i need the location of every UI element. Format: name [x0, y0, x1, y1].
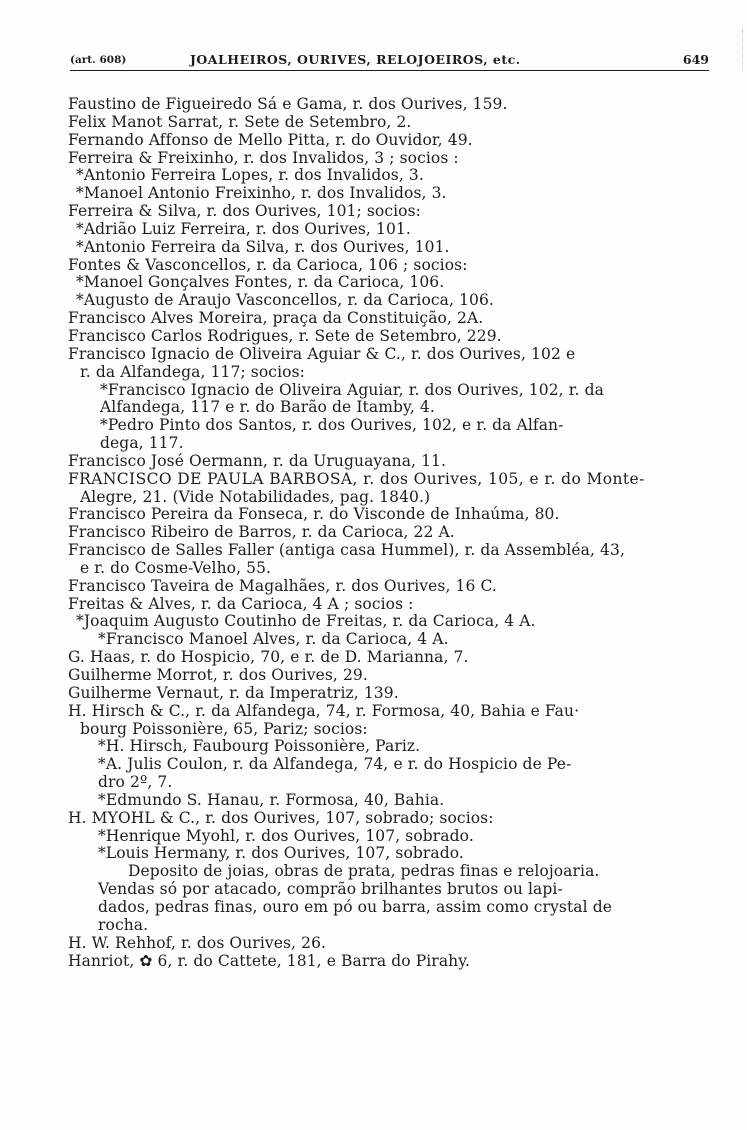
directory-entry: Francisco José Oermann, r. da Uruguayana, 11.	[68, 451, 447, 470]
directory-entry-line: bourg Poissonière, 65, Pariz; socios:	[80, 719, 368, 738]
directory-sub-entry: e r. do Cosme-Velho, 55.	[80, 558, 272, 577]
directory-entry: Fernando Affonso de Mello Pitta, r. do Ouvidor, 49.	[68, 130, 473, 149]
directory-entry-line: H. Hirsch & C., r. da Alfandega, 74, r. Formosa, 40, Bahia e Fau·	[68, 701, 580, 720]
directory-entry: G. Haas, r. do Hospicio, 70, e r. de D. Marianna, 7.	[68, 648, 469, 667]
section-title: JOALHEIROS, OURIVES, RELOJOEIROS, etc.	[190, 52, 521, 67]
directory-sub-entry: *Francisco Manoel Alves, r. da Carioca, 4 A.	[98, 630, 449, 649]
directory-entry: FRANCISCO DE PAULA BARBOSA, r. dos Ourives, 105, e r. do Monte-	[68, 469, 645, 488]
directory-entry: Ferreira & Freixinho, r. dos Invalidos, 3 ; socios :	[68, 148, 459, 167]
directory-entry: Fontes & Vasconcellos, r. da Carioca, 106 ; socios:	[68, 255, 468, 274]
directory-entry: H. MYOHL & C., r. dos Ourives, 107, sobrado; socios:	[68, 808, 494, 827]
directory-sub-entry: dro 2º, 7.	[98, 773, 173, 792]
directory-entry: Francisco Carlos Rodrigues, r. Sete de Setembro, 229.	[68, 326, 502, 345]
header-rule	[70, 70, 709, 71]
directory-sub-entry: *Henrique Myohl, r. dos Ourives, 107, sobrado.	[98, 826, 474, 845]
directory-sub-entry: *Antonio Ferreira da Silva, r. dos Ourives, 101.	[76, 237, 450, 256]
directory-entry: Guilherme Vernaut, r. da Imperatriz, 139.	[68, 683, 399, 702]
directory-sub-entry: *Edmundo S. Hanau, r. Formosa, 40, Bahia.	[98, 790, 445, 809]
directory-entry: Ferreira & Silva, r. dos Ourives, 101; socios:	[68, 202, 421, 221]
directory-sub-entry: *Joaquim Augusto Coutinho de Freitas, r. da Carioca, 4 A.	[76, 612, 536, 631]
directory-sub-entry: *Louis Hermany, r. dos Ourives, 107, sobrado.	[98, 844, 464, 863]
directory-sub-entry: Vendas só por atacado, comprão brilhantes brutos ou lapi-	[98, 880, 563, 899]
directory-entry: Francisco Ribeiro de Barros, r. da Carioca, 22 A.	[68, 523, 455, 542]
directory-listing	[68, 96, 709, 970]
directory-sub-entry: dados, pedras finas, ouro em pó ou barra, assim como crystal de	[98, 897, 613, 916]
directory-entry: Faustino de Figueiredo Sá e Gama, r. dos Ourives, 159.	[68, 95, 508, 113]
article-reference: (art. 608)	[70, 54, 127, 66]
directory-entry: Francisco Taveira de Magalhães, r. dos Ourives, 16 C.	[68, 576, 497, 595]
directory-entry: Felix Manot Sarrat, r. Sete de Setembro, 2.	[68, 112, 412, 131]
directory-entry: H. W. Rehhof, r. dos Ourives, 26.	[68, 933, 327, 952]
directory-entry: Francisco Pereira da Fonseca, r. do Visconde de Inhaúma, 80.	[68, 505, 560, 524]
directory-sub-entry: Alegre, 21. (Vide Notabilidades, pag. 1840.)	[80, 487, 431, 506]
directory-entry: Hanriot, ✿ 6, r. do Cattete, 181, e Barra do Pirahy.	[68, 951, 471, 970]
directory-entry: Guilherme Morrot, r. dos Ourives, 29.	[68, 666, 368, 684]
directory-entry: Francisco Alves Moreira, praça da Constituição, 2A.	[68, 309, 484, 328]
directory-sub-entry: *Pedro Pinto dos Santos, r. dos Ourives, 102, e r. da Alfan-	[100, 416, 564, 435]
directory-entry: Freitas & Alves, r. da Carioca, 4 A ; socios :	[68, 594, 414, 613]
directory-sub-entry: *A. Julis Coulon, r. da Alfandega, 74, e r. do Hospicio de Pe-	[98, 755, 572, 774]
directory-sub-entry: *Manoel Antonio Freixinho, r. dos Invalidos, 3.	[76, 184, 447, 203]
directory-sub-entry: *Augusto de Araujo Vasconcellos, r. da Carioca, 106.	[76, 291, 494, 310]
directory-sub-entry: rocha.	[98, 915, 149, 934]
directory-sub-entry: *Antonio Ferreira Lopes, r. dos Invalidos, 3.	[76, 166, 424, 185]
page-number: 649	[682, 52, 709, 67]
directory-sub-entry: *Manoel Gonçalves Fontes, r. da Carioca, 106.	[76, 273, 445, 292]
directory-sub-entry: *Francisco Ignacio de Oliveira Aguiar, r. dos Ourives, 102, r. da	[100, 380, 604, 399]
directory-sub-entry: Alfandega, 117 e r. do Barão de Itamby, 4.	[100, 398, 435, 417]
directory-entry: Francisco Ignacio de Oliveira Aguiar & C., r. dos Ourives, 102 e	[68, 344, 576, 363]
directory-sub-entry: r. da Alfandega, 117; socios:	[80, 362, 305, 381]
margin-dots	[736, 30, 743, 70]
page-header	[70, 52, 709, 72]
directory-entry: Francisco de Salles Faller (antiga casa Hummel), r. da Assembléa, 43,	[68, 541, 625, 560]
directory-sub-entry: *H. Hirsch, Faubourg Poissonière, Pariz.	[98, 737, 421, 756]
directory-sub-entry: dega, 117.	[100, 434, 184, 453]
directory-sub-entry: Deposito de joias, obras de prata, pedras finas e relojoaria.	[128, 862, 600, 881]
directory-sub-entry: *Adrião Luiz Ferreira, r. dos Ourives, 101.	[76, 219, 411, 238]
